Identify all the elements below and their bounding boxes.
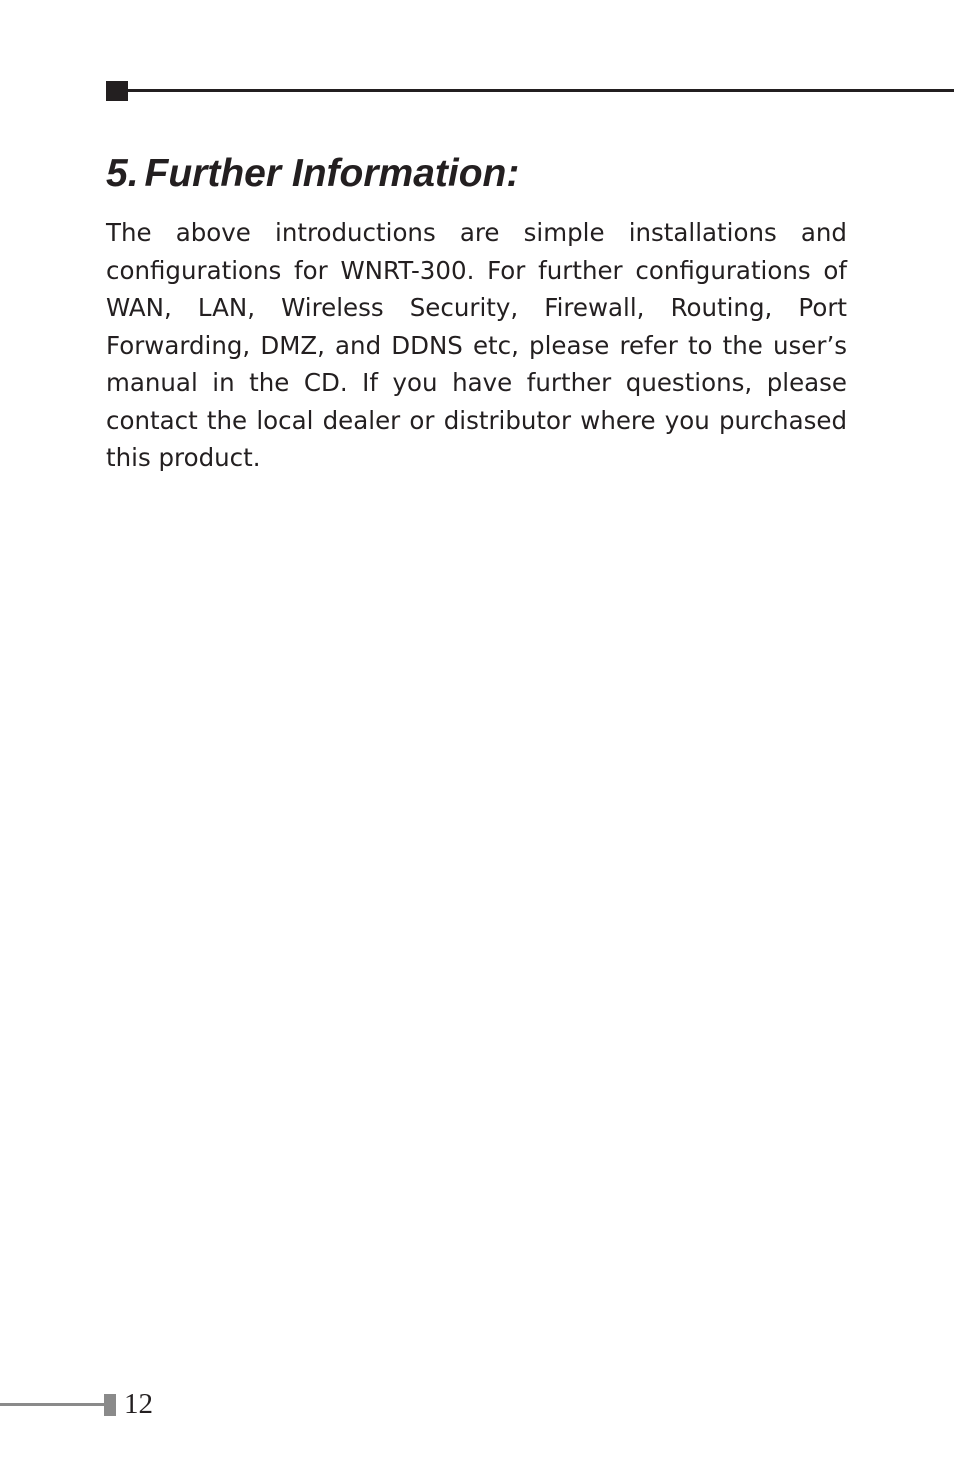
body-paragraph: The above introductions are simple installations and configurations for WNRT-300. For further configurations of WAN, LAN, Wireless Security, Firewall, Routing, Port Forwarding, DMZ, and DDNS etc, please refer to the user’s manual in the CD. If you have further questions, please contact the local dealer or distributor where you purchased this product. (106, 218, 847, 472)
section-number: 5. (106, 152, 139, 195)
section-title: Further Information: (144, 152, 520, 195)
header-rule-marker (106, 81, 128, 101)
header-rule (128, 89, 954, 92)
section-heading (106, 150, 519, 198)
page-number: 12 (124, 1388, 153, 1420)
footer-rule-marker (104, 1394, 116, 1416)
footer-rule (0, 1403, 106, 1406)
